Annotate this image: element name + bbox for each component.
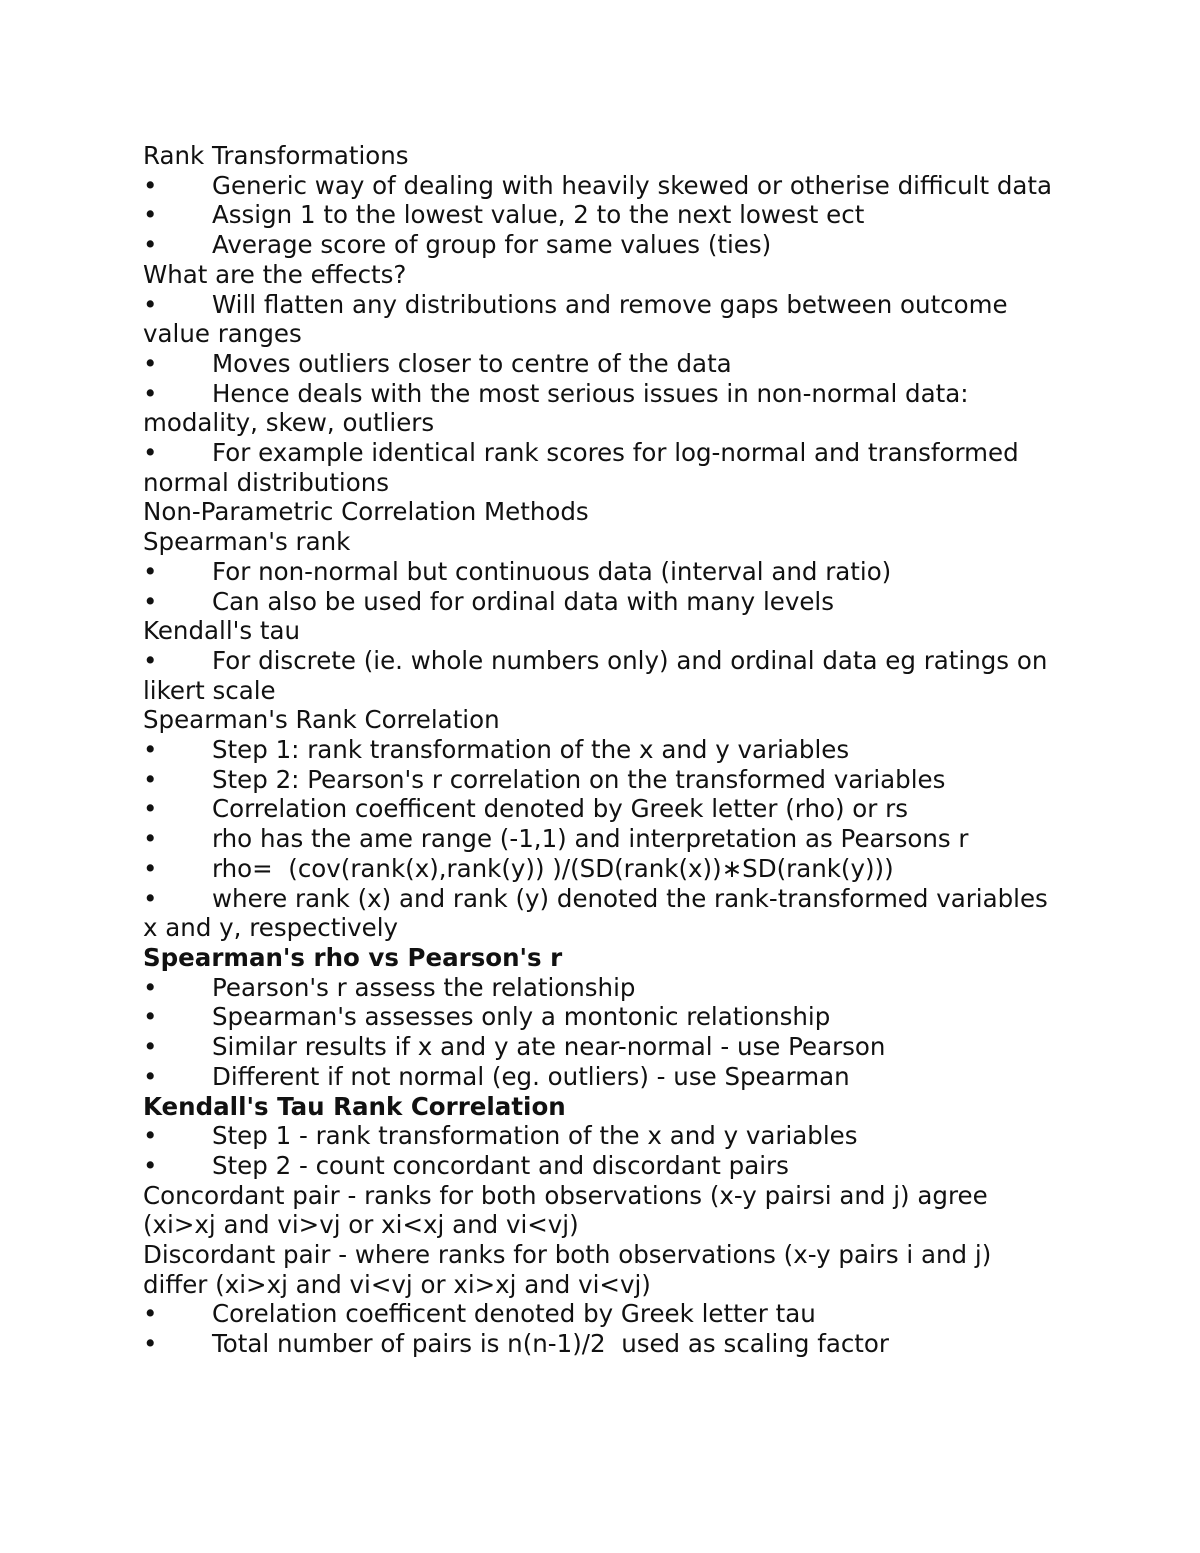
bullet-item: [143, 1062, 1063, 1092]
bullet-icon: •: [143, 378, 158, 408]
bullet-item: [143, 1299, 1063, 1329]
bullet-item: [143, 973, 1063, 1003]
bullet-text: Will flatten any distributions and remove gaps between outcome value ranges: [143, 289, 1016, 349]
bullet-item: [143, 230, 1063, 260]
bullet-icon: •: [143, 586, 158, 616]
bullet-text: Correlation coefficent denoted by Greek letter (rho) or rs: [212, 794, 908, 824]
bullet-text: Step 1 - rank transformation of the x and y variables: [212, 1121, 858, 1151]
bullet-item: [143, 794, 1063, 824]
bullet-icon: •: [143, 853, 158, 883]
bullet-item: [143, 171, 1063, 201]
text-line: Discordant pair - where ranks for both observations (x-y pairs i and j) differ (xi>xj and vi<vj or xi>xj and vi<vj): [143, 1240, 1000, 1299]
bullet-text: Assign 1 to the lowest value, 2 to the next lowest ect: [212, 200, 865, 230]
bullet-item: [143, 587, 1063, 617]
bullet-icon: •: [143, 556, 158, 586]
bullet-text: Step 1: rank transformation of the x and y variables: [212, 735, 850, 765]
bullet-text: Total number of pairs is n(n-1)/2 used as scaling factor: [212, 1329, 889, 1359]
bullet-icon: •: [143, 1329, 158, 1359]
bullet-icon: •: [143, 1150, 158, 1180]
bullet-item: [143, 884, 1063, 943]
bullet-text: Corelation coefficent denoted by Greek letter tau: [212, 1299, 816, 1329]
bullet-text: rho has the ame range (-1,1) and interpretation as Pearsons r: [212, 824, 969, 854]
text-line: Concordant pair - ranks for both observations (x-y pairsi and j) agree (xi>xj and vi>vj or xi<xj and vi<vj): [143, 1180, 996, 1240]
bullet-item: [143, 765, 1063, 795]
bullet-icon: •: [143, 883, 158, 913]
bullet-icon: •: [143, 645, 158, 675]
bullet-item: [143, 1002, 1063, 1032]
bullet-icon: •: [143, 1121, 158, 1151]
bullet-icon: •: [143, 972, 158, 1002]
bullet-icon: •: [143, 794, 158, 824]
bullet-item: [143, 200, 1063, 230]
bullet-icon: •: [143, 1299, 158, 1329]
bullet-text: For discrete (ie. whole numbers only) and ordinal data eg ratings on likert scale: [143, 645, 1056, 705]
bullet-item: [143, 854, 1063, 884]
bullet-item: [143, 1151, 1063, 1181]
bullet-icon: •: [143, 170, 158, 200]
bullet-icon: •: [143, 1032, 158, 1062]
bullet-item: [143, 824, 1063, 854]
bullet-icon: •: [143, 200, 158, 230]
bullet-icon: •: [143, 348, 158, 378]
text-line: What are the effects?: [143, 259, 407, 289]
bullet-icon: •: [143, 1061, 158, 1091]
bullet-item: [143, 646, 1063, 705]
section-heading: Kendall's Tau Rank Correlation: [143, 1091, 566, 1121]
bullet-icon: •: [143, 438, 158, 468]
bullet-text: Can also be used for ordinal data with many levels: [212, 586, 834, 616]
bullet-text: For non-normal but continuous data (interval and ratio): [212, 556, 892, 586]
bullet-item: [143, 1121, 1063, 1151]
text-line: Rank Transformations: [143, 141, 409, 170]
text-line: Non-Parametric Correlation Methods: [143, 497, 589, 527]
bullet-text: Step 2 - count concordant and discordant pairs: [212, 1150, 789, 1180]
bullet-icon: •: [143, 735, 158, 765]
bullet-item: [143, 1329, 1063, 1359]
bullet-item: [143, 290, 1063, 349]
bullet-item: [143, 735, 1063, 765]
text-line: Kendall's tau: [143, 616, 301, 646]
bullet-text: Moves outliers closer to centre of the data: [212, 348, 732, 378]
bullet-text: Step 2: Pearson's r correlation on the transformed variables: [212, 764, 946, 794]
bullet-text: Pearson's r assess the relationship: [212, 972, 636, 1002]
section-heading: Spearman's rho vs Pearson's r: [143, 942, 563, 972]
bullet-text: Generic way of dealing with heavily skewed or otherise difficult data: [212, 170, 1053, 200]
bullet-item: [143, 438, 1063, 497]
bullet-text: where rank (x) and rank (y) denoted the rank-transformed variables x and y, respectively: [143, 883, 1056, 943]
bullet-icon: •: [143, 1002, 158, 1032]
bullet-icon: •: [143, 230, 158, 260]
bullet-text: rho= (cov(rank(x),rank(y)) )/(SD(rank(x))∗SD(rank(y))): [212, 853, 894, 883]
bullet-item: [143, 349, 1063, 379]
bullet-text: Spearman's assesses only a montonic relationship: [212, 1002, 831, 1032]
text-line: Spearman's rank: [143, 527, 351, 557]
bullet-text: Average score of group for same values (ties): [212, 230, 772, 260]
bullet-text: For example identical rank scores for log-normal and transformed normal distributions: [143, 438, 1027, 497]
bullet-icon: •: [143, 824, 158, 854]
bullet-text: Similar results if x and y ate near-normal - use Pearson: [212, 1032, 886, 1062]
bullet-icon: •: [143, 289, 158, 319]
bullet-icon: •: [143, 764, 158, 794]
bullet-item: [143, 557, 1063, 587]
document-body: [143, 141, 1063, 1359]
bullet-item: [143, 1032, 1063, 1062]
bullet-text: Hence deals with the most serious issues in non-normal data: modality, skew, outliers: [143, 378, 977, 438]
text-line: Spearman's Rank Correlation: [143, 705, 500, 735]
bullet-item: [143, 379, 1063, 438]
bullet-text: Different if not normal (eg. outliers) - use Spearman: [212, 1061, 850, 1091]
